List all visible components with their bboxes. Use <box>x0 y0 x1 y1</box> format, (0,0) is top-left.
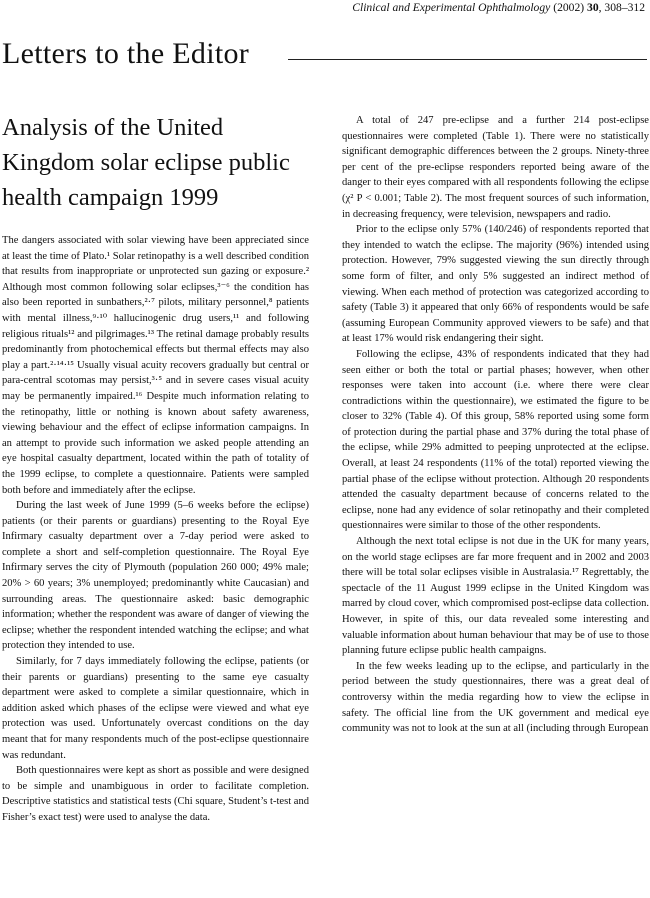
journal-volume: 30 <box>587 1 599 14</box>
body-paragraph: Prior to the eclipse only 57% (140/246) of respondents reported that they intended to watch the eclipse. The majority (96%) intended using protection. However, 79% suggested viewing the sun directly through some form of filter, and only 5% suggested an indirect method of viewing. When each method of protection was categorized according to safety (Table 3) it appeared that only 66% of respondents would be safe (assuming European Community approved viewers to be safe) and that at least 17% would risk endangering their sight. <box>342 224 649 345</box>
section-header <box>0 34 650 74</box>
body-paragraph: During the last week of June 1999 (5–6 weeks before the eclipse) patients (or their parents or guardians) presenting to the Royal Eye Infirmary casualty department over a 7-day period were asked to complete a short and self-completion questionnaire. The Royal Eye Infirmary serves the city of Plymouth (population 260 000; 49% male; 20% > 60 years; 3% unemployed; predominantly white Caucasian) and surrounding areas. The questionnaire asked: basic demographic information; whether the respondent was aware of danger of viewing the eclipse; whether the respondent intended watching the eclipse; and what protection they intended to use. <box>2 500 309 652</box>
journal-name: Clinical and Experimental Ophthalmology <box>352 1 551 14</box>
body-paragraph: Following the eclipse, 43% of respondents indicated that they had seen either or both the total or partial phases; however, when other responses were taken into account (i.e. where there were clear contradictions within the questionnaire), we estimated the figure to be closer to 32% (Table 4). Of this group, 58% reported using some form of protection during the partial phase and 37% during the total phase of the eclipse, while 29% admitted to peeping unprotected at the eclipse. Overall, at least 24 respondents (11% of the total) reported viewing the partial phase of the eclipse without protection. Although 20 respondents attended the casualty department because of concerns related to the eclipse, none had any evidence of solar retinopathy and their completed questionnaires were similar to those of the other respondents. <box>342 348 649 532</box>
left-column <box>2 233 309 826</box>
running-head <box>352 0 645 16</box>
right-column <box>342 113 649 737</box>
journal-pages: , 308–312 <box>598 1 645 14</box>
body-paragraph: The dangers associated with solar viewing have been appreciated since at least the time of Plato.¹ Solar retinopathy is a well described condition that results from inappropriate or unprotected sun gazing or exposure.² Although most common following solar eclipses,³⁻⁶ the condition has also been reported in sunbathers,²·⁷ pilots, military personnel,⁸ patients with mental illness,⁹·¹⁰ hallucinogenic drug users,¹¹ and following religious rituals¹² and pilgrimages.¹³ The retinal damage probably results predominantly from photochemical effects but thermal effects may also play a part.²·¹⁴·¹⁵ Usually visual acuity recovers gradually but central or para-central scotomas may persist,³·⁵ and in severe cases visual acuity may be permanently impaired.¹⁶ Despite much information relating to the retinopathy, little or nothing is known about safety awareness, viewing behaviour and the effect of eclipse information campaigns. In an attempt to provide such information we asked people attending an eye hospital casualty department, located within the path of totality of the 1999 eclipse, to complete a questionnaire. Patients were sampled both before and immediately after the eclipse. <box>2 235 309 496</box>
body-paragraph: Similarly, for 7 days immediately following the eclipse, patients (or their parents or guardians) presenting to the same eye casualty department were asked to complete a similar questionnaire, which in addition asked which phases of the eclipse were viewed and what eye protection was used. Unfortunately overcast conditions on the day meant that for many respondents much of the post-eclipse questionnaire was redundant. <box>2 656 309 761</box>
journal-year: (2002) <box>553 1 585 14</box>
body-paragraph: In the few weeks leading up to the eclipse, and particularly in the period between the study questionnaires, there was a great deal of controversy within the media regarding how to view the eclipse in safety. The official line from the UK government and medical eye community was not to look at the sun at all (including through European <box>342 660 649 735</box>
section-title: Letters to the Editor <box>2 37 250 70</box>
section-rule <box>288 59 647 60</box>
article-title: Analysis of the United Kingdom solar eclipse public health campaign 1999 <box>2 114 290 211</box>
body-paragraph: A total of 247 pre-eclipse and a further 214 post-eclipse questionnaires were completed (Table 1). There were no statistically significant demographic differences between the 2 groups. Ninety-three per cent of the pre-eclipse responders reported being aware of the danger to their eyes compared with all respondents following the eclipse (χ² P < 0.001; Table 2). The most frequent sources of such information, in decreasing frequency, were television, newspapers and radio. <box>342 115 649 220</box>
body-paragraph: Both questionnaires were kept as short as possible and were designed to be simple and unambiguous in order to facilitate completion. Descriptive statistics and statistical tests (Chi square, Student’s t-test and Fisher’s exact test) were used to analyse the data. <box>2 765 309 823</box>
body-paragraph: Although the next total eclipse is not due in the UK for many years, on the world stage eclipses are far more frequent and in 2002 and 2003 there will be total solar eclipses visible in Australasia.¹⁷ Regrettably, the spectacle of the 11 August 1999 eclipse in the United Kingdom was marred by cloud cover, which compromised post-eclipse data collection. However, in spite of this, our data revealed some interesting and valuable information about human behaviour that may be of use to those planning future eclipse public health campaigns. <box>342 536 649 657</box>
